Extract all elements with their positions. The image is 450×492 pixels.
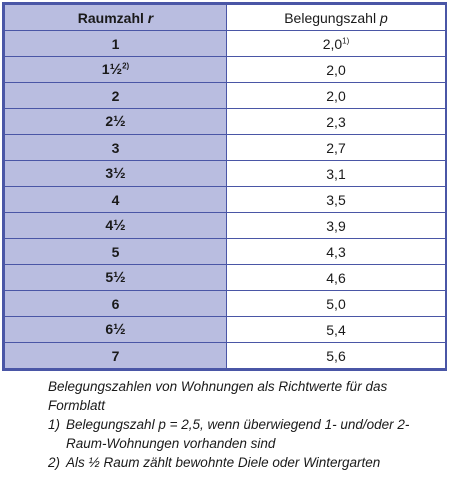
raumzahl-value: 2	[111, 87, 120, 104]
belegungszahl-value: 5,0	[326, 295, 346, 312]
raumzahl-value: 1	[111, 35, 120, 52]
belegungszahl-cell	[227, 31, 446, 57]
belegungszahl-value: 3,9	[326, 217, 346, 234]
header-raumzahl-label: Raumzahl	[77, 9, 148, 26]
belegungszahl-cell	[227, 161, 446, 187]
belegungszahl-value: 3,5	[326, 191, 346, 208]
raumzahl-value: 4	[111, 191, 120, 208]
header-raumzahl	[5, 5, 227, 31]
belegungszahl-value: 5,6	[326, 347, 346, 364]
caption-line-2: Formblatt	[48, 398, 106, 413]
header-belegungszahl-var: p	[379, 9, 388, 26]
table-notes	[48, 377, 448, 472]
header-raumzahl-var: r	[147, 9, 154, 26]
belegungszahl-cell	[227, 57, 446, 83]
table-row	[5, 291, 446, 317]
belegungszahl-cell	[227, 213, 446, 239]
belegungszahl-value: 2,3	[326, 113, 346, 130]
belegungszahl-cell	[227, 239, 446, 265]
belegungszahl-value: 3,1	[326, 165, 346, 182]
header-belegungszahl	[227, 5, 446, 31]
raumzahl-half: ½	[113, 217, 126, 234]
raumzahl-cell	[5, 135, 227, 161]
belegungszahl-value: 2,0	[326, 61, 346, 78]
table-row	[5, 343, 446, 369]
header-belegungszahl-label: Belegungszahl	[284, 9, 380, 26]
table-row	[5, 31, 446, 57]
raumzahl-cell	[5, 291, 227, 317]
raumzahl-cell	[5, 187, 227, 213]
belegungszahl-value: 2,0	[322, 35, 343, 52]
raumzahl-footnote-ref: 2)	[122, 61, 130, 71]
belegungszahl-value: 2,7	[326, 139, 346, 156]
raumzahl-value: 5	[111, 243, 120, 260]
raumzahl-value: 6	[105, 321, 114, 337]
footnote-1	[48, 415, 448, 453]
occupancy-table-grid	[4, 4, 446, 369]
footnote-1-text: Belegungszahl p = 2,5, wenn überwiegend 1- und/oder 2-Raum-Wohnungen vorhanden sind	[66, 417, 410, 451]
table-row	[5, 109, 446, 135]
table-row	[5, 213, 446, 239]
belegungszahl-value: 4,6	[326, 269, 346, 286]
raumzahl-cell	[5, 317, 227, 343]
belegungszahl-cell	[227, 83, 446, 109]
belegungszahl-cell	[227, 343, 446, 369]
raumzahl-value: 3	[111, 139, 120, 156]
belegungszahl-cell	[227, 109, 446, 135]
footnote-2	[48, 453, 448, 472]
table-row	[5, 161, 446, 187]
raumzahl-cell	[5, 161, 227, 187]
raumzahl-half: ½	[113, 113, 126, 130]
footnote-1-number: 1)	[48, 417, 61, 432]
raumzahl-cell	[5, 343, 227, 369]
raumzahl-cell	[5, 109, 227, 135]
table-row	[5, 239, 446, 265]
raumzahl-value: 6	[111, 295, 120, 312]
table-row	[5, 83, 446, 109]
belegungszahl-cell	[227, 187, 446, 213]
table-row	[5, 57, 446, 83]
raumzahl-value: 5	[105, 269, 114, 285]
belegungszahl-cell	[227, 291, 446, 317]
table-row	[5, 265, 446, 291]
raumzahl-half: ½	[113, 269, 126, 286]
footnote-2-text: Als ½ Raum zählt bewohnte Diele oder Wintergarten	[66, 455, 381, 470]
raumzahl-cell	[5, 265, 227, 291]
table-header-row	[5, 5, 446, 31]
raumzahl-half: ½	[113, 165, 126, 182]
raumzahl-half: ½	[113, 321, 126, 338]
table-row	[5, 317, 446, 343]
raumzahl-cell	[5, 239, 227, 265]
footnote-2-number: 2)	[48, 455, 61, 470]
raumzahl-cell	[5, 57, 227, 83]
raumzahl-value: 7	[111, 347, 120, 364]
raumzahl-value: 2	[105, 113, 114, 129]
belegungszahl-footnote-ref: 1)	[342, 35, 350, 45]
belegungszahl-cell	[227, 265, 446, 291]
belegungszahl-value: 4,3	[326, 243, 346, 260]
belegungszahl-value: 5,4	[326, 321, 346, 338]
belegungszahl-value: 2,0	[326, 87, 346, 104]
table-row	[5, 187, 446, 213]
occupancy-table	[2, 2, 447, 371]
raumzahl-value: 4	[105, 217, 114, 233]
raumzahl-value: 1	[101, 61, 110, 77]
belegungszahl-cell	[227, 317, 446, 343]
raumzahl-half: ½	[109, 61, 123, 78]
caption-line-1: Belegungszahlen von Wohnungen als Richtwerte für das	[48, 379, 388, 394]
belegungszahl-cell	[227, 135, 446, 161]
raumzahl-cell	[5, 31, 227, 57]
table-row	[5, 135, 446, 161]
raumzahl-cell	[5, 83, 227, 109]
raumzahl-cell	[5, 213, 227, 239]
raumzahl-value: 3	[105, 165, 114, 181]
